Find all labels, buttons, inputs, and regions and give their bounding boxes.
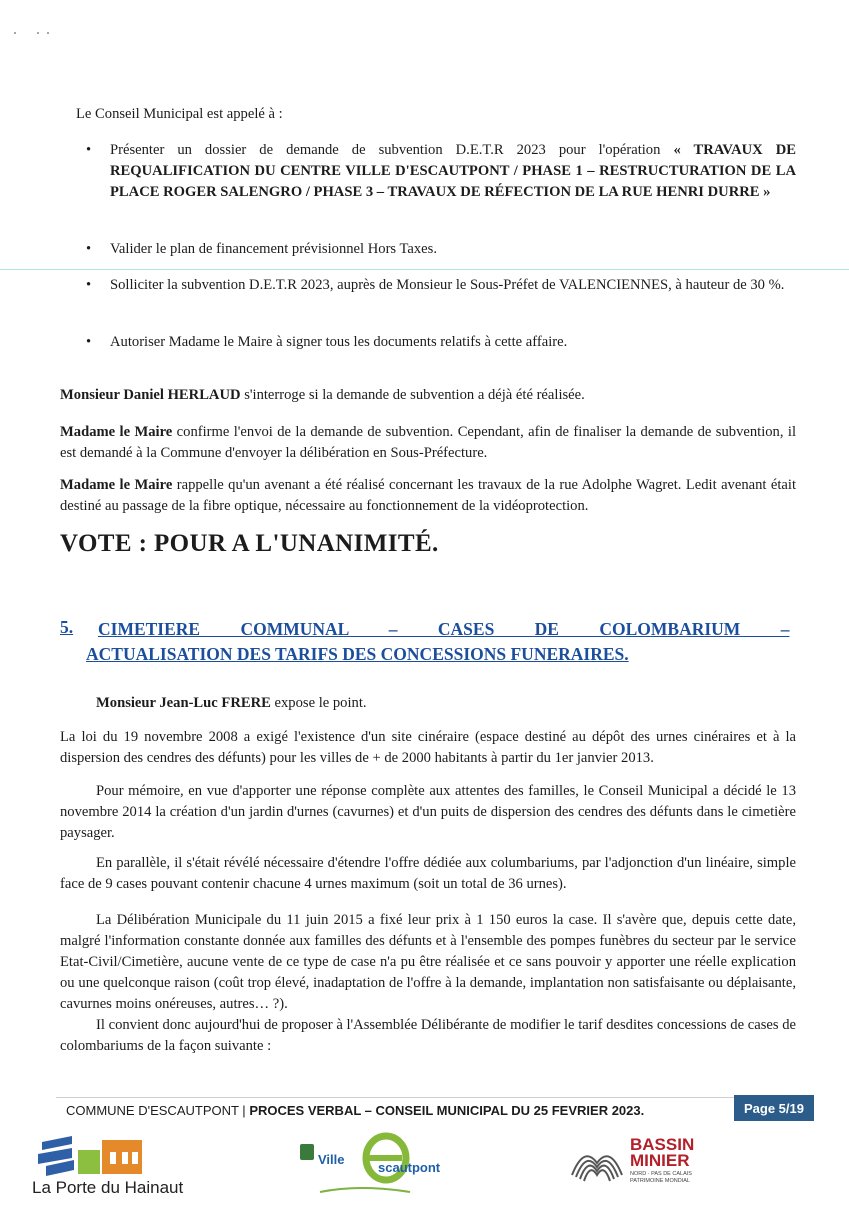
speaker-name: Monsieur Daniel HERLAUD	[60, 387, 241, 403]
speaker-name: Monsieur Jean-Luc FRERE	[96, 695, 271, 711]
bullet-bold-text: « TRAVAUX DE REQUALIFICATION DU CENTRE VILLE D'ESCAUTPONT / PHASE 1 – RESTRUCTURATION DE LA PLACE ROGER SALENGRO / PHASE 3 – TRAVAUX DE RÉFECTION DE LA RUE HENRI DURRE »	[110, 142, 796, 200]
logo-bassin-word: BASSIN	[630, 1135, 695, 1154]
logo-escautpont-word: scautpont	[378, 1160, 441, 1175]
porte-du-hainaut-logo-icon	[32, 1130, 152, 1178]
bullet-item: Solliciter la subvention D.E.T.R 2023, auprès de Monsieur le Sous-Préfet de VALENCIENNES, à hauteur de 30 %.	[110, 277, 785, 293]
logo-caption: La Porte du Hainaut	[32, 1178, 184, 1197]
speaker-text: s'interroge si la demande de subvention a déjà été réalisée.	[244, 387, 585, 403]
logo-patrimoine-text: PATRIMOINE MONDIAL	[630, 1178, 690, 1184]
logo-region-text: NORD · PAS DE CALAIS	[630, 1171, 692, 1177]
scan-artifact-line	[0, 269, 849, 270]
bullet-item	[110, 140, 796, 203]
speaker-text: rappelle qu'un avenant a été réalisé concernant les travaux de la rue Adolphe Wagret. Ledit avenant était destiné au passage de la fibre optique, nécessaire au fonctionnement de la vidéoprotection.	[60, 477, 796, 514]
speaker-text: confirme l'envoi de la demande de subvention. Cependant, afin de finaliser la demande de subvention, il est demandé à la Commune d'envoyer la délibération en Sous-Préfecture.	[60, 424, 796, 461]
footer-title: PROCES VERBAL – CONSEIL MUNICIPAL DU 25 FEVRIER 2023.	[249, 1103, 645, 1118]
speaker-text: expose le point.	[274, 695, 367, 711]
bassin-minier-logo-icon	[568, 1135, 626, 1193]
bullet-icon: •	[86, 277, 92, 293]
speaker-paragraph	[96, 693, 796, 714]
body-paragraph: La Délibération Municipale du 11 juin 2015 a fixé leur prix à 1 150 euros la case. Il s'avère que, depuis cette date, malgré l'information constante donnée aux familles des défunts et à l'ensemble des pompes funèbres du secteur par le service Etat-Civil/Cimetière, aucune vente de ce type de case n'a pu être réalisée et ce sans pouvoir y apporter une réelle explication ou une quelconque raison (coût trop élevé, inadaptation de l'offre à la demande, implantation non satisfaisante ou déplaisante, cavurnes moins onéreuses, autres… ?).	[60, 912, 796, 1012]
bullet-text: Présenter un dossier de demande de subvention D.E.T.R 2023 pour l'opération	[110, 142, 661, 158]
section-number: 5.	[60, 617, 74, 637]
speaker-paragraph	[60, 385, 796, 406]
page-number-badge: Page 5/19	[734, 1095, 814, 1121]
speaker-paragraph	[60, 422, 796, 464]
footer-text	[66, 1103, 644, 1118]
intro-paragraph: Le Conseil Municipal est appelé à :	[76, 106, 283, 122]
section-title-line-1: CIMETIERE COMMUNAL – CASES DE COLOMBARIUM –	[98, 619, 790, 639]
body-paragraph: Il convient donc aujourd'hui de proposer à l'Assemblée Délibérante de modifier le tarif desdites concessions de cases de colombariums de la façon suivante :	[60, 1017, 796, 1054]
porte-du-hainaut-logo	[32, 1130, 222, 1200]
section-title-line-2: ACTUALISATION DES TARIFS DES CONCESSIONS FUNERAIRES.	[86, 644, 629, 664]
bullet-item: Valider le plan de financement prévisionnel Hors Taxes.	[110, 241, 437, 257]
bassin-minier-logo	[568, 1135, 708, 1195]
ville-escautpont-logo	[290, 1130, 450, 1200]
footer-commune: COMMUNE D'ESCAUTPONT |	[66, 1103, 246, 1118]
bullet-item: Autoriser Madame le Maire à signer tous les documents relatifs à cette affaire.	[110, 334, 568, 350]
logo-minier-word: MINIER	[630, 1151, 690, 1170]
bullet-icon: •	[86, 142, 92, 158]
body-paragraph: La loi du 19 novembre 2008 a exigé l'existence d'un site cinéraire (espace destiné au dépôt des urnes cinéraires et à la dispersion des cendres des défunts) pour les villes de + de 2000 habitants à partir du 1er janvier 2013.	[60, 729, 796, 766]
scan-mark	[12, 30, 52, 36]
section-title	[86, 617, 790, 667]
speaker-name: Madame le Maire	[60, 477, 173, 493]
bullet-icon: •	[86, 334, 92, 350]
body-paragraph: Pour mémoire, en vue d'apporter une réponse complète aux attentes des familles, le Conseil Municipal a décidé le 13 novembre 2014 la création d'un jardin d'urnes (cavurnes) et d'un puits de dispersion des cendres des défunts dans le cimetière paysager.	[60, 783, 796, 841]
logo-ville-word: Ville	[318, 1152, 345, 1167]
vote-result: VOTE : POUR A L'UNANIMITÉ.	[60, 530, 439, 557]
body-paragraph: En parallèle, il s'était révélé nécessaire d'étendre l'offre dédiée aux columbariums, par l'adjonction d'un linéaire, simple face de 9 cases pouvant contenir chacune 4 urnes maximum (soit un total de 36 urnes).	[60, 855, 796, 892]
speaker-name: Madame le Maire	[60, 424, 173, 440]
speaker-paragraph	[60, 475, 796, 517]
bullet-icon: •	[86, 241, 92, 257]
